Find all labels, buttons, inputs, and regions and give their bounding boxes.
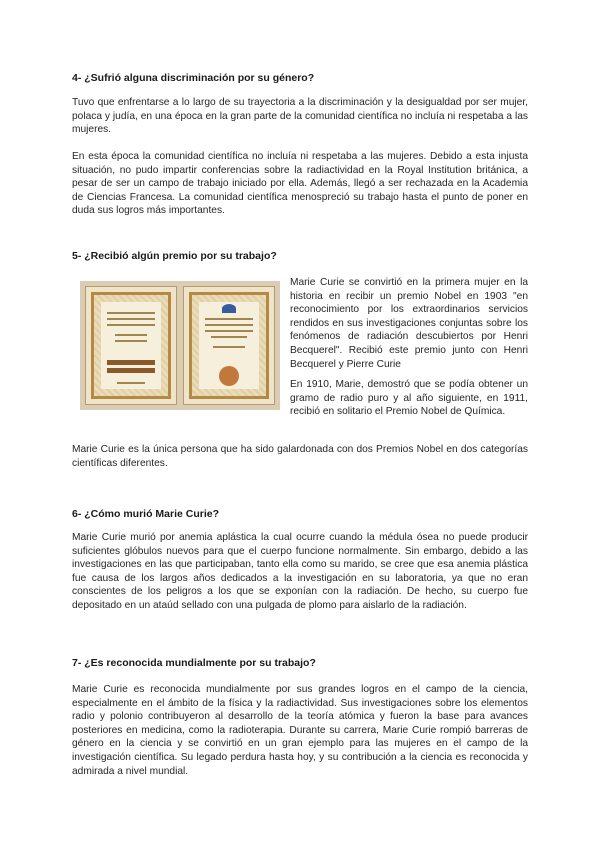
nobel-diplomas-image	[80, 281, 280, 410]
paragraph-5-1: Marie Curie se convirtió en la primera mujer en la historia en recibir un premio Nobel en 1903 "en reconocimiento por los extraordinarios servicios rendidos en sus investigaciones conjuntas sobre los fenómenos de radiación descubiertos por Henri Becquerel". Recibió este premio junto con Henri Becquerel y Pierre Curie	[290, 277, 528, 370]
paragraph-4-2: En esta época la comunidad científica no incluía ni respetaba a las mujeres. Debido a esta injusta situación, no pudo impartir conferencias sobre la radiactividad en la Royal Institution británica, a pesar de ser un campo de trabajo iniciado por ella. Además, llegó a ser rechazada en la Academia de Ciencias Francesa. La comunidad científica menospreció su trabajo hasta el punto de poner en duda sus logros más importantes.	[72, 151, 528, 217]
nobel-diploma-physics	[85, 286, 177, 405]
heading-section-6: 6- ¿Cómo murió Marie Curie?	[72, 508, 220, 520]
seal-icon	[219, 366, 239, 386]
paragraph-5-2: En 1910, Marie, demostró que se podía obtener un gramo de radio puro y al año siguiente, en 1911, recibió en solitario el Premio Nobel de Química.	[290, 379, 528, 418]
paragraph-4-1: Tuvo que enfrentarse a lo largo de su trayectoria a la discriminación y la desigualdad por ser mujer, polaca y judía, en una época en la gran parte de la comunidad científica no incluía ni respetaba a las mujeres.	[72, 97, 528, 136]
paragraph-6-1: Marie Curie murió por anemia aplástica la cual ocurre cuando la médula ósea no puede producir suficientes glóbulos nuevos para que el cuerpo funcione normalmente. Sin embargo, debido a las investigaciones en las que participaban, tanto ella como su marido, se cree que esa anemia plástica fue causa de los largos años dedicados a la investigación en su laboratoria, ya que no eran conscientes de los peligros a los que se exponían con la radiación. De hecho, su cuerpo fue depositado en un ataúd sellado con una pulgada de plomo para aislarlo de la radiación.	[72, 532, 528, 611]
crest-icon	[222, 304, 236, 313]
heading-section-5: 5- ¿Recibió algún premio por su trabajo?	[72, 250, 277, 262]
heading-section-4: 4- ¿Sufrió alguna discriminación por su género?	[72, 72, 315, 84]
paragraph-7-1: Marie Curie es reconocida mundialmente por sus grandes logros en el campo de la ciencia, especialmente en el ámbito de la física y la radiactividad. Sus investigaciones sobre los elementos radio y polonio contribuyeron al desarrollo de la teoría atómica y fueron la base para avances posteriores en medicina, como la radioterapia. Durante su carrera, Marie Curie rompió barreras de género en la ciencia y se convirtió en un gran ejemplo para las mujeres en el campo de la investigación científica. Su legado perdura hasta hoy, y su contribución a la ciencia es reconocida y admirada a nivel mundial.	[72, 684, 528, 777]
heading-section-7: 7- ¿Es reconocida mundialmente por su trabajo?	[72, 657, 316, 669]
nobel-diploma-chemistry	[183, 286, 275, 405]
paragraph-5-3: Marie Curie es la única persona que ha sido galardonada con dos Premios Nobel en dos categorías científicas diferentes.	[72, 444, 528, 469]
